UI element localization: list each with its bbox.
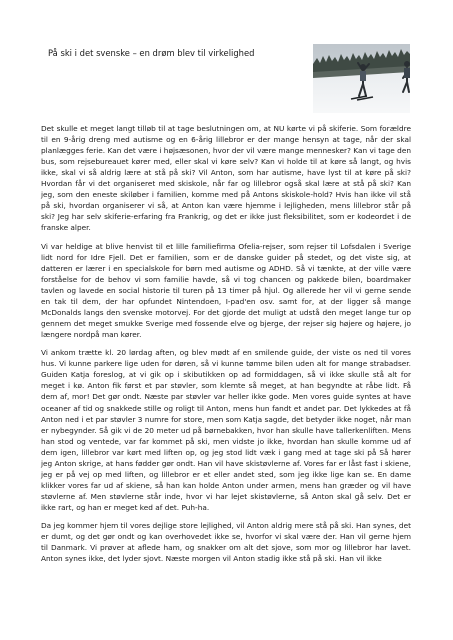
paragraph: Da jeg kommer hjem til vores dejlige store lejlighed, vil Anton aldrig mere stå på ski. Han synes, det er dumt, og det gør ondt og kan overhovedet ikke se, hvorfor vi skal være der. Han vil gerne hjem til Danmark. Vi prøver at aflede ham, og snakker om alt det sjove, som mor og lillebror har lavet. Anton synes ikke, det lyder sjovt. Næste morgen vil Anton stadig ikke stå på ski. Han vil ikke [41, 521, 411, 564]
ski-slope-photo [313, 44, 410, 113]
paragraph: Vi ankom trætte kl. 20 lørdag aften, og blev mødt af en smilende guide, der viste os ned til vores hus. Vi kunne parkere lige uden for døren, så vi kunne tømme bilen uden alt for mange strabadser. Guiden Katja foreslog, at vi gik op i skibutikken op ad formiddagen, så vi ikke skulle stå alt for meget i kø. Anton fik først et par støvler, som klemte så meget, at han begyndte at råbe lidt. Få dem af, mor! Det gør ondt. Næste par støvler var heller ikke gode. Men vores guide syntes at have oceaner af tid og snakkede stille og roligt til Anton, mens hun fandt et andet par. Det lykkedes at få Anton ned i et par støvler 3 numre for store, men som Katja sagde, det betyder ikke noget, når man er nybegynder. Så gik vi de 20 meter ud på børnebakken, hvor han skulle have tallerkenliften. Mens han stod og ventede, var far kommet på ski, men vidste jo ikke, hvordan han skulle komme ud af dem igen, lillebror var kørt med liften op, og jeg stod lidt væk i gang med at tage ski på Så hører jeg Anton skrige, at hans fødder gør ondt. Han vil have skistøvlerne af. Vores far er låst fast i skiene, jeg er på vej op med liften, og lillebror er et eller andet sted, som jeg ikke lige kan se. En dame klikker vores far ud af skiene, så han kan holde Anton under armen, mens han græder og vil have støvlerne af. Men støvlerne står inde, hvor vi har lejet skistøvlerne, så Anton skal gå selv. Det er ikke rart, og han er meget ked af det. Puh-ha. [41, 348, 411, 512]
article-body [41, 123, 411, 572]
photo-illustration [313, 44, 410, 113]
page-title: På ski i det svenske – en drøm blev til virkelighed [48, 48, 255, 58]
paragraph: Vi var heldige at blive henvist til et lille familiefirma Ofelia-rejser, som rejser til Lofsdalen i Sverige lidt nord for Idre Fjell. Det er familien, som er de danske guider på stedet, og det viste sig, at datteren er lærer i en specialskole for børn med autisme og ADHD. Så vi tænkte, at der ville være forståelse for de behov vi som familie havde, så vi tog chancen og pakkede bilen, boardmaker tavlen og lavede en social historie til turen på 13 timer på hjul. Og allerede her vil vi gerne sende en tak til dem, der har opfundet Nintendoen, I-pad'en osv. samt for, at der ligger så mange McDonalds langs den svenske motorvej. For det gjorde det muligt at udstå den meget lange tur op gennem det meget smukke Sverige med fossende elve og bjerge, der rejser sig højere og højere, jo længere nordpå man kører. [41, 241, 411, 340]
paragraph: Det skulle et meget langt tilløb til at tage beslutningen om, at NU kørte vi på skiferie. Som forældre til en 9-årig dreng med autisme og en 6-årig lillebror er der mange hensyn at tage, når der skal planlægges ferie. Kan det være i højsæsonen, hvor der vil være mange mennesker? Kan vi tage den bus, som rejsebureauet kører med, eller skal vi køre selv? Kan vi holde til at køre så langt, og hvis ikke, skal vi så aldrig lære at stå på ski? Vil Anton, som har autisme, have lyst til at køre på ski? Hvordan får vi det organiseret med skiskole, når far og lillebror også skal lære at stå på ski? Kan jeg, som den eneste skiløber i familien, komme med på Antons skiskole-hold? Hvis han ikke vil stå på ski, hvordan organiserer vi så, at Anton kan være hjemme i lejligheden, mens lillebror står på ski? Jeg har selv skiferie-erfaring fra Frankrig, og det er ikke just fleksibilitet, som er kodeordet i de franske alper. [41, 124, 411, 233]
